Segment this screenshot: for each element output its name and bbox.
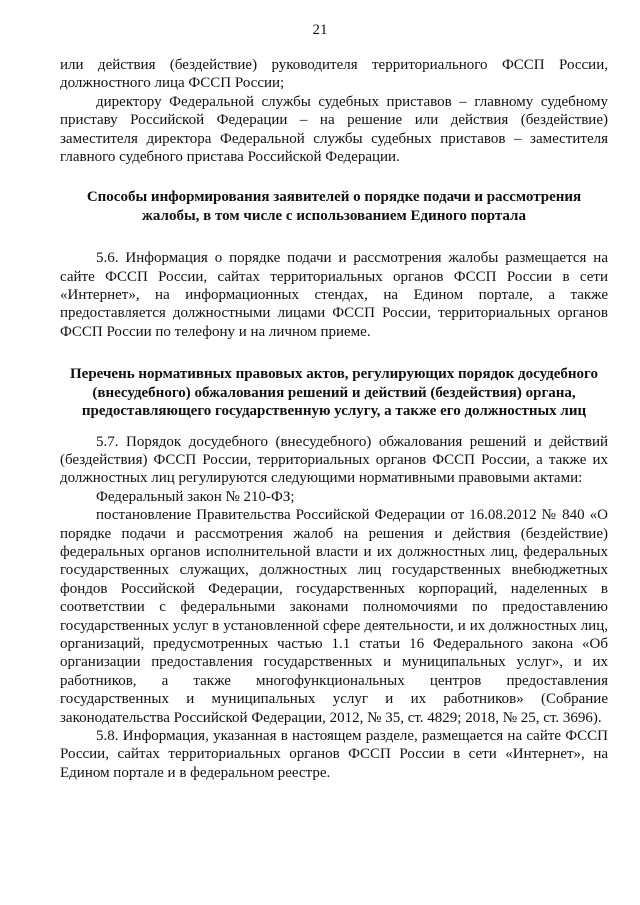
paragraph-5-7: 5.7. Порядок досудебного (внесудебного) обжалования решений и действий (бездействия) ФССП России, территориальных органов ФССП России, а также их должностных лиц регулируются следующими нормативными правовыми актами:: [60, 433, 608, 487]
paragraph-5-6: 5.6. Информация о порядке подачи и рассмотрения жалобы размещается на сайте ФССП России, сайтах территориальных органов ФССП России в сети «Интернет», на информационных стендах, на Едином портале, а также предоставляется должностными лицами ФССП России, территориальных органов ФССП России по телефону и на личном приеме.: [60, 250, 608, 340]
page-content: [60, 56, 608, 782]
paragraph-continuation: или действия (бездействие) руководителя территориального ФССП России, должностного лица ФССП России;: [60, 57, 608, 92]
section-heading-legal-acts: Перечень нормативных правовых актов, регулирующих порядок досудебного (внесудебного) обжалования решений и действий (бездействия) органа, предоставляющего государственную услугу, а также его должностных лиц: [70, 366, 598, 420]
paragraph-5-8: 5.8. Информация, указанная в настоящем разделе, размещается на сайте ФССП России, сайтах территориальных органов ФССП России в сети «Интернет», на Едином портале и в федеральном реестре.: [60, 728, 608, 781]
paragraph-resolution-840: постановление Правительства Российской Федерации от 16.08.2012 № 840 «О порядке подачи и рассмотрения жалоб на решения и действия (бездействие) федеральных органов исполнительной власти и их должностных лиц, федеральных государственных служащих, должностных лиц государственных внебюджетных фондов Российской Федерации, государственных корпораций, наделенных в соответствии с федеральными законами полномочиями по предоставлению государственных услуг в установленной сфере деятельности, и их должностных лиц, организаций, предусмотренных частью 1.1 статьи 16 Федерального закона «Об организации предоставления государственных и муниципальных услуг», и их работников, а также многофункциональных центров предоставления государственных и муниципальных услуг и их работников» (Собрание законодательства Российской Федерации, 2012, № 35, ст. 4829; 2018, № 25, ст. 3696).: [60, 507, 608, 726]
page-number: 21: [312, 22, 328, 38]
paragraph-director: директору Федеральной службы судебных приставов – главному судебному приставу Российской Федерации – на решение или действия (бездействие) заместителя директора Федеральной службы судебных приставов – заместителя главного судебного пристава Российской Федерации.: [60, 93, 608, 166]
paragraph-law-210: Федеральный закон № 210-ФЗ;: [96, 488, 295, 505]
section-heading-informing: Способы информирования заявителей о порядке подачи и рассмотрения жалобы, в том числе с использованием Единого портала: [86, 189, 582, 224]
